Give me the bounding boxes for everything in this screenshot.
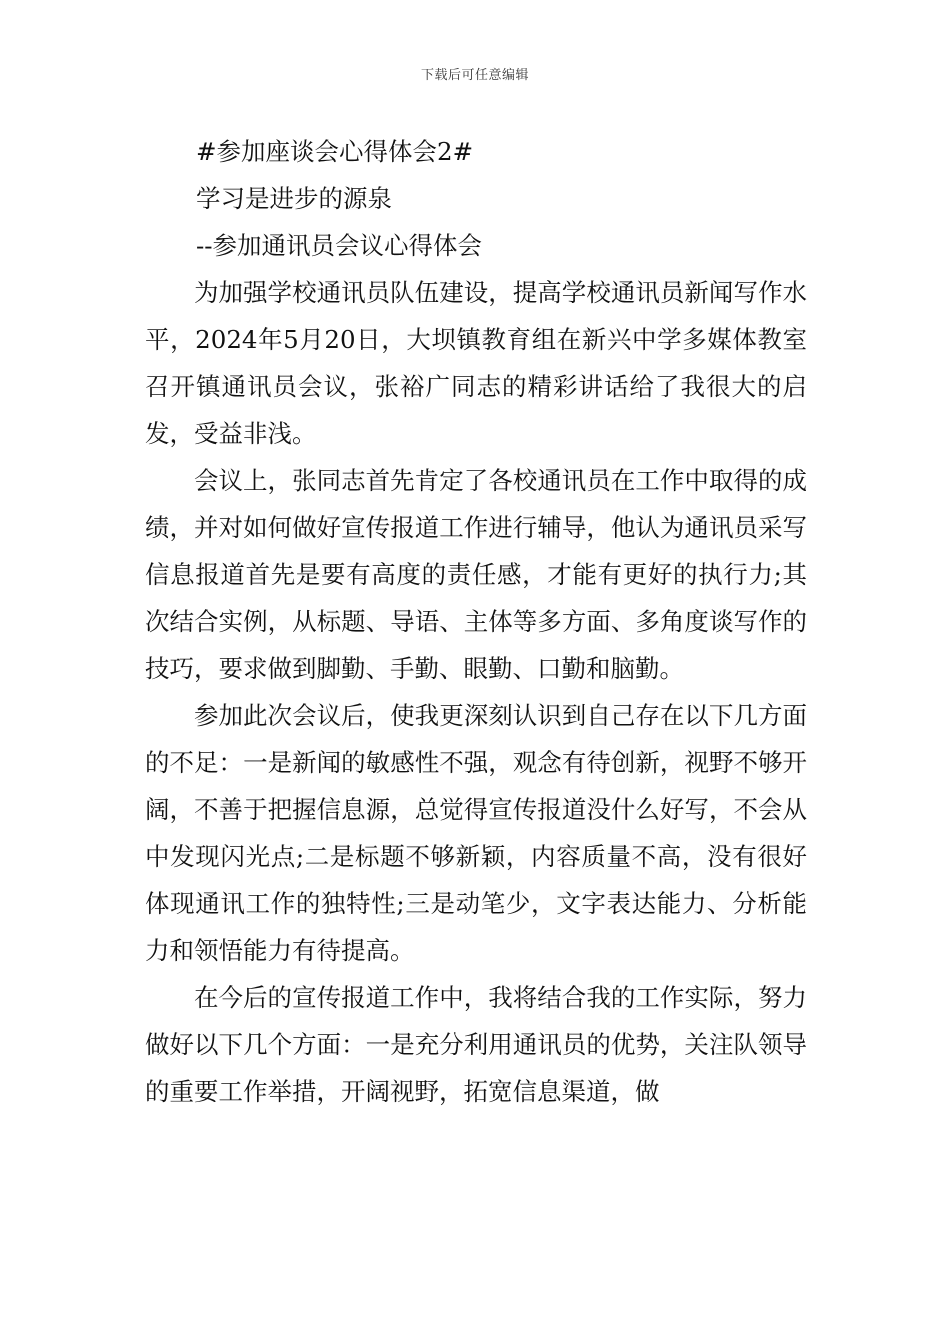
paragraph-2: 会议上，张同志首先肯定了各校通讯员在工作中取得的成绩，并对如何做好宣传报道工作进行辅导，他认为通讯员采写信息报道首先是要有高度的责任感，才能有更好的执行力;其次结合实例，从标题、导语、主体等多方面、多角度谈写作的技巧，要求做到脚勤、手勤、眼勤、口勤和脑勤。: [145, 466, 807, 683]
paragraph-1: 为加强学校通讯员队伍建设，提高学校通讯员新闻写作水平，2024年5月20日，大坝镇教育组在新兴中学多媒体教室召开镇通讯员会议，张裕广同志的精彩讲话给了我很大的启发，受益非浅。: [145, 278, 807, 448]
paragraph-3: 参加此次会议后，使我更深刻认识到自己存在以下几方面的不足：一是新闻的敏感性不强，观念有待创新，视野不够开阔，不善于把握信息源，总觉得宣传报道没什么好写，不会从中发现闪光点;二是标题不够新颖，内容质量不高，没有很好体现通讯工作的独特性;三是动笔少，文字表达能力、分析能力和领悟能力有待提高。: [145, 701, 807, 965]
document-heading: #参加座谈会心得体会2#: [196, 137, 474, 166]
document-body: [145, 128, 807, 1115]
paragraph-4: 在今后的宣传报道工作中，我将结合我的工作实际，努力做好以下几个方面：一是充分利用通讯员的优势，关注队领导的重要工作举措，开阔视野，拓宽信息渠道，做: [145, 983, 807, 1106]
document-subtitle: --参加通讯员会议心得体会: [196, 231, 483, 260]
page-header-note: 下载后可任意编辑: [420, 68, 529, 83]
document-title: 学习是进步的源泉: [196, 184, 392, 213]
